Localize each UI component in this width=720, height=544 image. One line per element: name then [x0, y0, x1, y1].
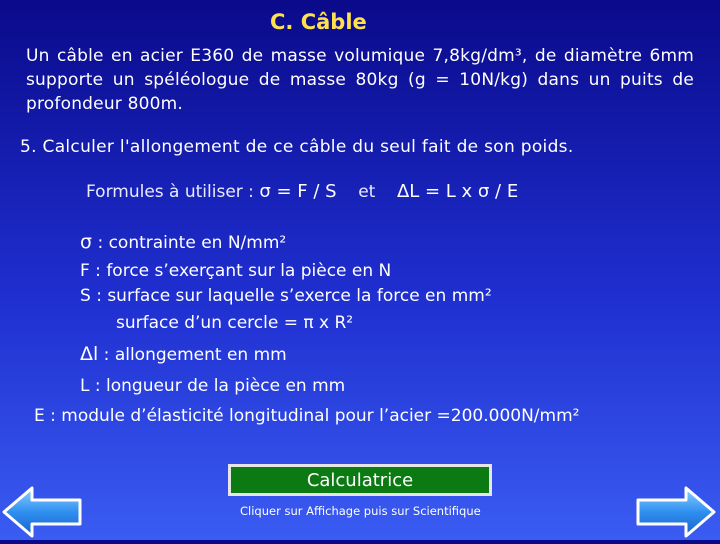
definition-force: F : force s’exerçant sur la pièce en N	[80, 261, 392, 281]
formulas-connector: et	[358, 182, 376, 202]
question-text: 5. Calculer l'allongement de ce câble du seul fait de son poids.	[20, 137, 574, 157]
delta-definition: : allongement en mm	[98, 345, 287, 365]
slide-title: C. Câble	[270, 10, 367, 34]
definition-sigma	[80, 231, 286, 253]
next-slide-button[interactable]	[634, 484, 718, 540]
delta-symbol: Δl	[80, 343, 99, 365]
elongation-formula: ΔL = L x σ / E	[396, 181, 519, 202]
definition-delta	[80, 343, 287, 365]
sigma-definition: : contrainte en N/mm²	[92, 233, 287, 253]
previous-slide-button[interactable]	[0, 484, 84, 540]
stress-formula: σ = F / S	[259, 181, 337, 202]
calculator-hint: Cliquer sur Affichage puis sur Scientifique	[240, 504, 481, 518]
formulas-label: Formules à utiliser :	[86, 182, 254, 202]
problem-statement: Un câble en acier E360 de masse volumique 7,8kg/dm³, de diamètre 6mm supporte un spéléologue de masse 80kg (g = 10N/kg) dans un puits de profondeur 800m.	[26, 46, 694, 114]
definition-surface: S : surface sur laquelle s’exerce la force en mm²	[80, 286, 492, 306]
formulas-row	[86, 181, 518, 202]
calculator-button[interactable]: Calculatrice	[228, 464, 492, 496]
definition-length: L : longueur de la pièce en mm	[80, 376, 346, 396]
definition-circle-area: surface d’un cercle = π x R²	[116, 313, 354, 333]
arrow-left-icon	[0, 484, 84, 540]
sigma-symbol: σ	[80, 231, 93, 253]
arrow-right-icon	[634, 484, 718, 540]
definition-modulus: E : module d’élasticité longitudinal pour l’acier =200.000N/mm²	[34, 406, 580, 426]
